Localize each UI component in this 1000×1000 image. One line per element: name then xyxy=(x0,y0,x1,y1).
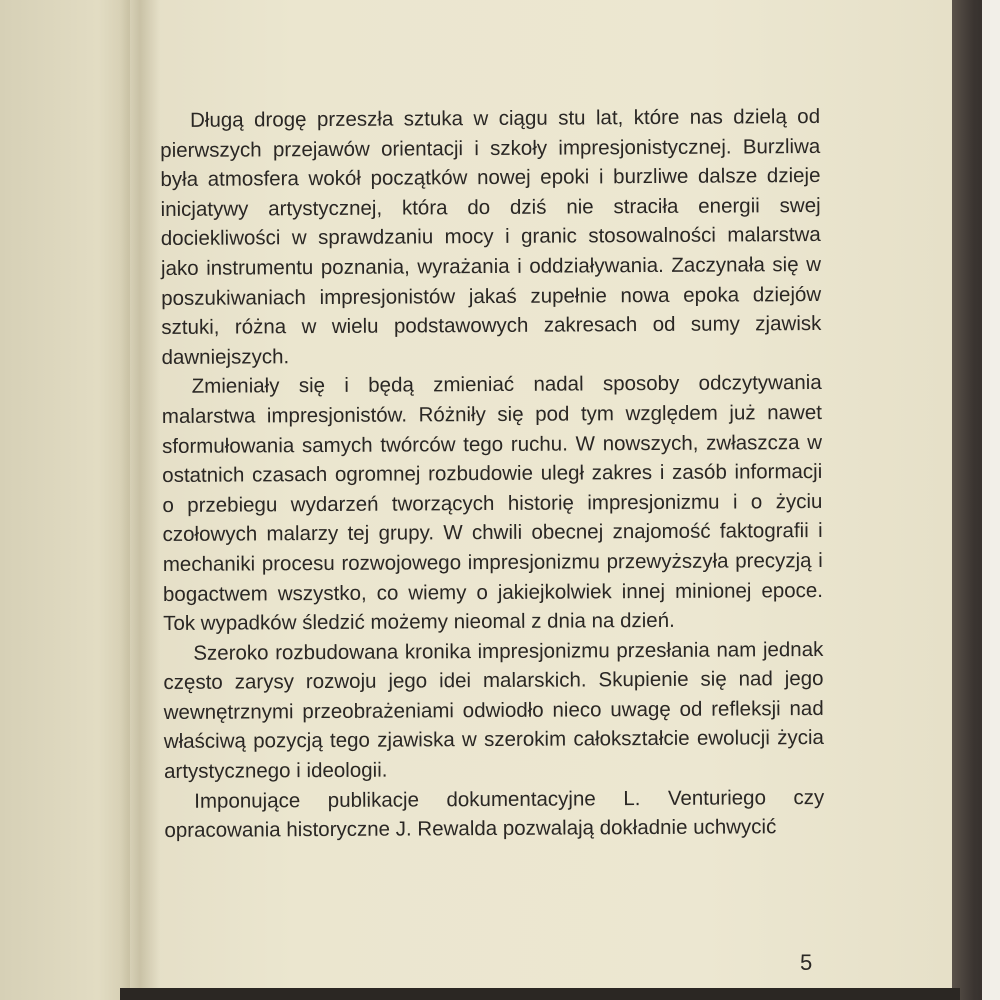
bottom-cover-edge xyxy=(120,988,960,1000)
page-body-text xyxy=(160,102,825,846)
paragraph-1: Długą drogę przeszła sztuka w ciągu stu lat, które nas dzielą od pierwszych przejawów orientacji i szkoły impresjonistycznej. Burzliwa była atmosfera wokół początków nowej epoki i burzliwe dalsze dzieje inicjatywy artystycznej, która do dziś nie straciła energii swej dociekliwości w sprawdzaniu mocy i granic stosowalności malarstwa jako instrumentu poznania, wyrażania i oddziaływania. Zaczynała się w poszukiwaniach impresjonistów jakaś zupełnie nowa epoka dziejów sztuki, różna w wielu podstawowych zakresach od sumy zjawisk dawniejszych. xyxy=(160,104,822,369)
left-page-edge xyxy=(0,0,140,1000)
paragraph-3: Szeroko rozbudowana kronika impresjonizmu przesłania nam jednak często zarysy rozwoju jego idei malarskich. Skupienie się nad jego wewnętrznymi przeobrażeniami odwiodło nieco uwagę od refleksji nad właściwą pozycją tego zjawiska w szerokim całokształcie ewolucji życia artystycznego i ideologii. xyxy=(163,637,824,784)
paragraph-2: Zmieniały się i będą zmieniać nadal sposoby odczytywania malarstwa impresjonistów. Różniły się pod tym względem już nawet sformułowania samych twórców tego ruchu. W nowszych, zwłaszcza w ostatnich czasach ogromnej rozbudowie uległ zakres i zasób informacji o przebiegu wydarzeń tworzących historię impresjonizmu i o życiu czołowych malarzy tej grupy. W chwili obecnej znajomość faktografii i mechaniki procesu rozwojowego impresjonizmu przewyższyła precyzją i bogactwem wszystko, co wiemy o jakiejkolwiek innej minionej epoce. Tok wypadków śledzić możemy nieomal z dnia na dzień. xyxy=(161,371,824,636)
paragraph-4: Imponujące publikacje dokumentacyjne L. Venturiego czy opracowania historyczne J. Rewalda pozwalają dokładnie uchwycić xyxy=(164,785,825,843)
book-gutter xyxy=(120,0,160,1000)
background-strip xyxy=(982,0,1000,1000)
page-number: 5 xyxy=(800,950,813,975)
